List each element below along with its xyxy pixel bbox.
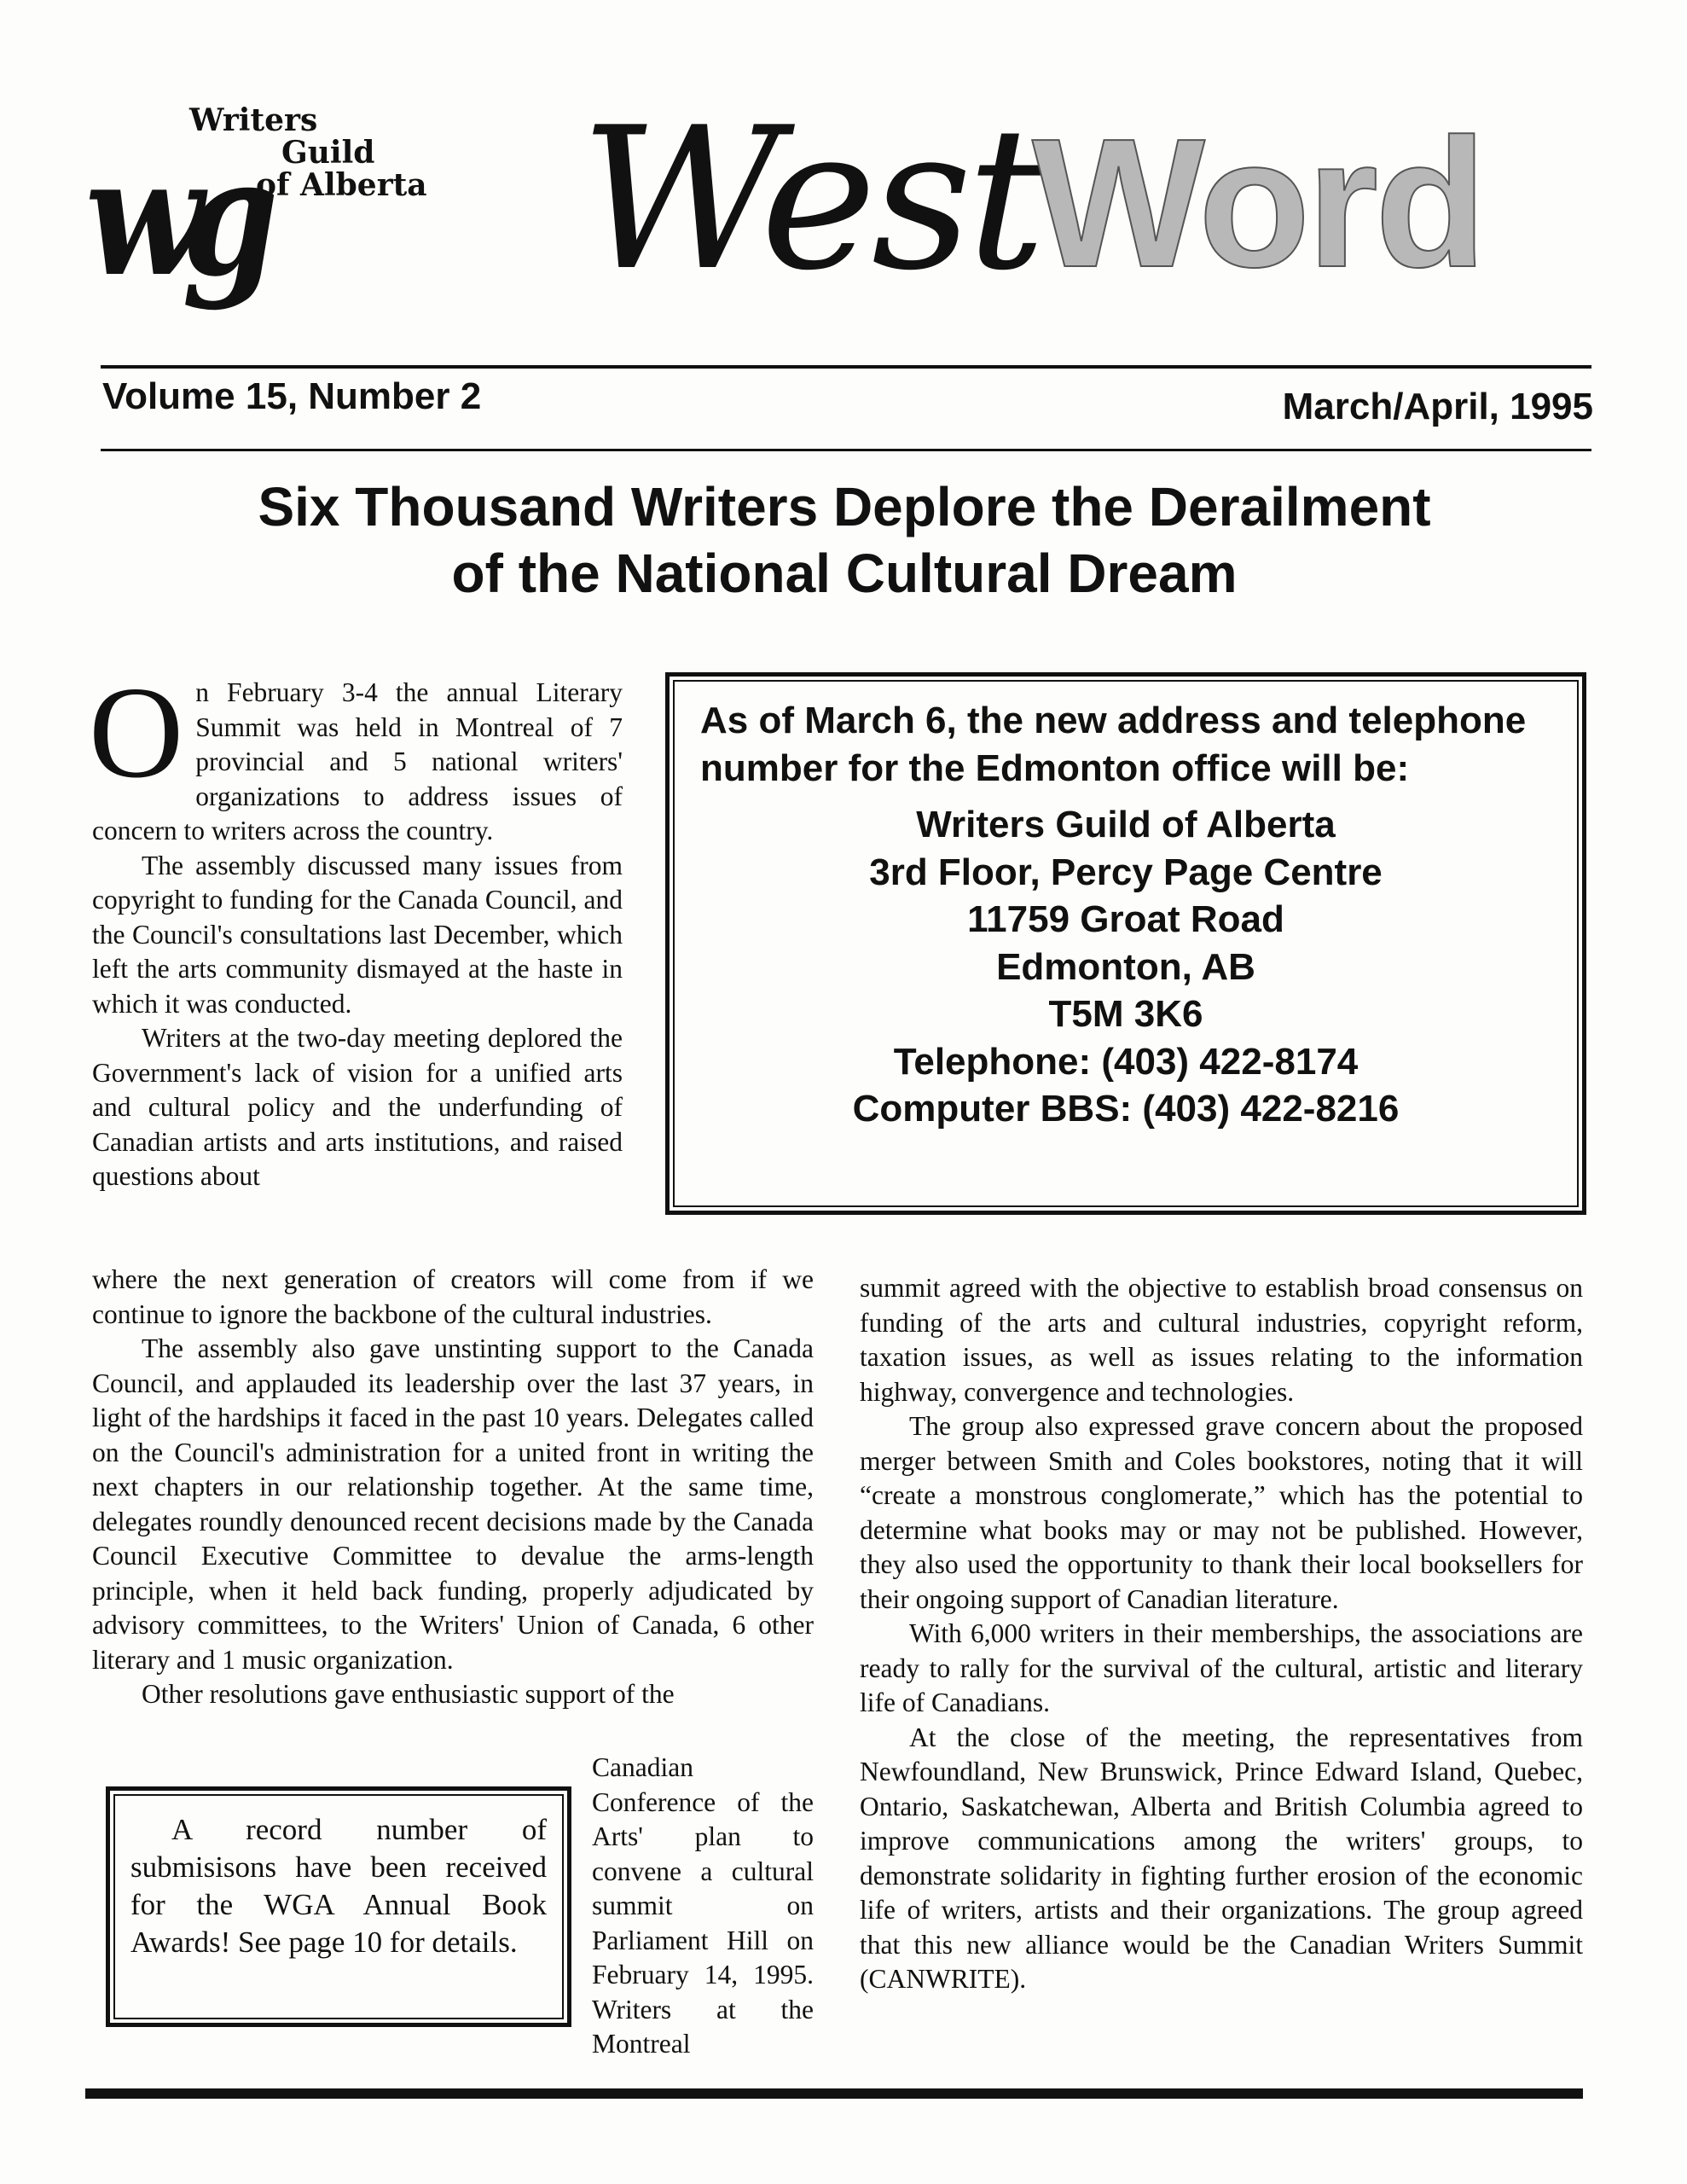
dropcap-letter: O (89, 660, 184, 805)
address-line-floor: 3rd Floor, Percy Page Centre (869, 851, 1383, 893)
address-notice-box (665, 672, 1586, 1215)
address-line-city: Edmonton, AB (996, 945, 1255, 988)
logo-of-alberta: of Alberta (256, 167, 427, 203)
masthead-bottom-rule (101, 449, 1591, 451)
address-line-org: Writers Guild of Alberta (916, 804, 1336, 845)
article-right-paragraph-2: The group also expressed grave concern about the proposed merger between Smith and Coles bookstores, noting that it will “create a monstrous conglomerate,” which has the potential to determine what books may or may not be published. However, they also used the opportunity to thank their local booksellers for their ongoing support of Canadian literature. (860, 1411, 1583, 1614)
article-right (860, 1271, 1583, 1997)
masthead-title-word: Word (1032, 100, 1484, 305)
article-right-paragraph-3: With 6,000 writers in their memberships, the associations are ready to rally for the survival of the cultural, artistic and literary life of Canadians. (860, 1618, 1583, 1717)
issue-volume: Volume 15, Number 2 (102, 375, 482, 417)
article-paragraph-5-continued: Canadian Conference of the Arts' plan to convene a cultural summit on Parliament Hill on February 14, 1995. Writers at the Montreal (592, 1752, 814, 2059)
award-notice-box (106, 1786, 571, 2027)
article-left-narrow (592, 1751, 814, 2062)
address-line-telephone: Telephone: (403) 422-8174 (893, 1040, 1359, 1083)
headline-line-1: Six Thousand Writers Deplore the Derailment (258, 476, 1431, 537)
issue-date: March/April, 1995 (1282, 386, 1593, 427)
address-line-street: 11759 Groat Road (967, 898, 1284, 940)
address-notice-intro: As of March 6, the new address and telephone number for the Edmonton office will be: (700, 700, 1527, 789)
wga-logo-monogram: wg (85, 122, 257, 312)
logo-guild: Guild (281, 135, 375, 171)
article-left-upper (89, 660, 623, 1194)
address-lines (700, 801, 1551, 1133)
address-line-postal: T5M 3K6 (1048, 993, 1203, 1035)
article-paragraph-2: The assembly discussed many issues from copyright to funding for the Canada Council, and the Council's consultations last December, which left the arts community dismayed at the haste in which it was conducted. (92, 850, 623, 1019)
award-notice-inner (113, 1794, 564, 2019)
masthead-top-rule (101, 365, 1591, 369)
article-paragraph-5: Other resolutions gave enthusiastic support of the (142, 1679, 675, 1709)
footer-rule (85, 2088, 1583, 2099)
address-line-bbs: Computer BBS: (403) 422-8216 (852, 1088, 1400, 1130)
article-right-paragraph-4: At the close of the meeting, the representatives from Newfoundland, New Brunswick, Prince Edward Island, Quebec, Ontario, Saskatchewan, Alberta and British Columbia agreed to improve communications among the writers' groups, to demonstrate solidarity in fighting further erosion of the economic life of writers, artists and their organizations. The group agreed that this new alliance would be the Canadian Writers Summit (CANWRITE). (860, 1722, 1583, 1994)
article-paragraph-1 (89, 660, 623, 849)
headline (128, 473, 1561, 607)
article-left-lower (92, 1263, 814, 1712)
article-paragraph-3: Writers at the two-day meeting deplored the Government's lack of vision for a unified arts and cultural policy and the underfunding of Canadian artists and arts institutions, and raised questions about (92, 1023, 623, 1191)
masthead-title-west: West (580, 86, 1041, 314)
article-right-paragraph-1: summit agreed with the objective to establish broad consensus on funding of the arts and cultural industries, copyright reform, taxation issues, as well as issues relating to the information highway, convergence and technologies. (860, 1273, 1583, 1407)
article-paragraph-4: The assembly also gave unstinting support to the Canada Council, and applauded its leadership over the last 37 years, in light of the hardships it faced in the past 10 years. Delegates called on the Council's administration for a united front in writing the next chapters in our relationship together. At the same time, delegates roundly denounced recent decisions made by the Canada Council Executive Committee to devalue the arms-length principle, when it held back funding, properly adjudicated by advisory committees, to the Writers' Union of Canada, 6 other literary and 1 music organization. (92, 1333, 814, 1675)
article-paragraph-1-text: n February 3-4 the annual Literary Summit was held in Montreal of 7 provincial and 5 national writers' organizations to address issues of concern to writers across the country. (92, 677, 623, 845)
article-paragraph-3-continued: where the next generation of creators will come from if we continue to ignore the backbone of the cultural industries. (92, 1264, 814, 1329)
award-notice-text: A record number of submisisons have been received for the WGA Annual Book Awards! See page 10 for details. (130, 1813, 547, 1959)
address-notice-inner (673, 680, 1579, 1207)
logo-writers: Writers (189, 102, 318, 138)
headline-line-2: of the National Cultural Dream (451, 543, 1238, 604)
